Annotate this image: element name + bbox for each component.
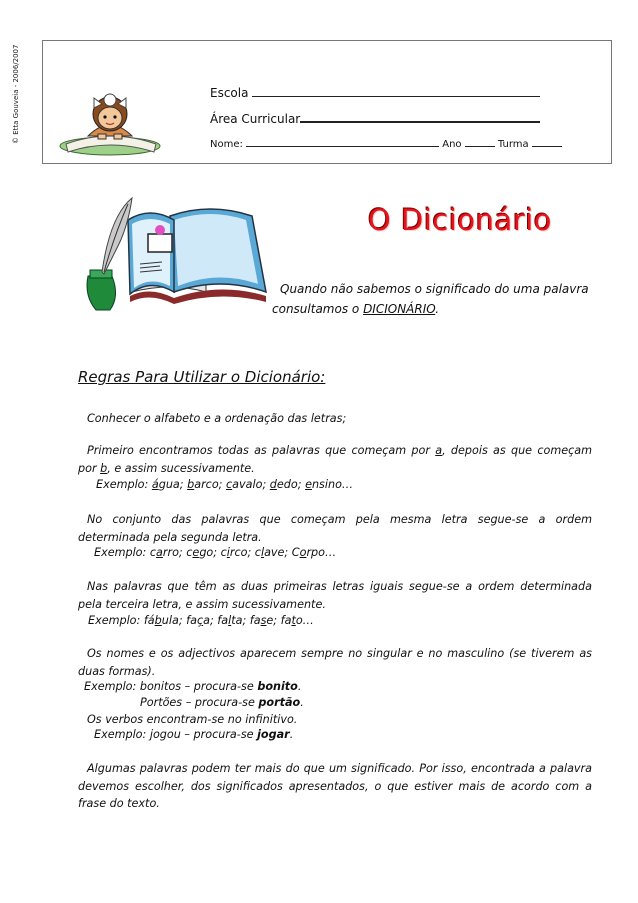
example-6: Exemplo: jogou – procura-se jogar. — [94, 728, 294, 741]
intro-line-2 — [272, 299, 589, 319]
rules-heading: Regras Para Utilizar o Dicionário: — [78, 368, 326, 386]
rule-5 — [78, 645, 592, 680]
area-curricular-field[interactable] — [300, 109, 540, 123]
rule-2-letter-b: b — [100, 461, 108, 475]
rule-5-text: Os nomes e os adjectivos aparecem sempre no singular e no masculino (se tiverem as duas formas). — [78, 647, 592, 678]
example-label: Exemplo: — [96, 478, 149, 491]
rule-2-text-a: Primeiro encontramos todas as palavras que começam por — [87, 444, 436, 457]
rule-2-text-c: , e assim sucessivamente. — [107, 461, 255, 475]
escola-label: Escola — [210, 86, 249, 100]
turma-label: Turma — [497, 139, 529, 150]
intro-line-1: Quando não sabemos o significado do uma palavra — [280, 282, 589, 296]
intro-line-2-suffix: . — [435, 302, 440, 316]
ano-label: Ano — [442, 139, 462, 150]
rule-3-text: No conjunto das palavras que começam pela mesma letra segue-se a ordem determinada pela segunda letra. — [78, 513, 592, 544]
nome-line — [210, 134, 562, 150]
example-5b: Portões – procura-se portão. — [140, 696, 304, 709]
nome-label: Nome: — [210, 139, 243, 150]
girl-reading-illustration — [58, 76, 164, 158]
nome-field[interactable] — [246, 134, 439, 147]
intro-line-2-prefix: consultamos o — [272, 302, 360, 316]
rule-2-letter-a: a — [435, 444, 443, 457]
copyright-text: © Etta Gouveia - 2006/2007 — [12, 44, 20, 144]
rule-6 — [78, 711, 592, 729]
dicionario-word: DICIONÁRIO — [363, 302, 436, 316]
rule-2 — [78, 442, 592, 477]
example-3: Exemplo: carro; cego; circo; clave; Corpo… — [94, 546, 337, 559]
rule-7-text: Algumas palavras podem ter mais do que um significado. Por isso, encontrada a palavra devemos escolher, dos significados apresentados, o que estiver mais de acordo com a frase do texto. — [78, 762, 592, 810]
rule-1-text: Conhecer o alfabeto e a ordenação das letras; — [87, 412, 347, 425]
area-curricular-line — [210, 109, 540, 126]
escola-field[interactable] — [252, 84, 540, 97]
copyright-sidebar — [4, 30, 28, 150]
example-label: Exemplo: — [88, 614, 141, 627]
page-title: O Dicionário — [368, 203, 553, 237]
rule-4-text: Nas palavras que têm as duas primeiras letras iguais segue-se a ordem determinada pela terceira letra, e assim sucessivamente. — [78, 580, 592, 611]
rule-4 — [78, 578, 592, 613]
escola-line — [210, 84, 540, 100]
rule-1 — [78, 410, 592, 428]
rule-6-text: Os verbos encontram-se no infinitivo. — [87, 713, 298, 726]
intro-text — [272, 279, 589, 319]
example-2: Exemplo: água; barco; cavalo; dedo; ensino… — [96, 478, 354, 491]
rule-3 — [78, 511, 592, 546]
rule-7 — [78, 760, 592, 813]
example-5a: Exemplo: bonitos – procura-se bonito. — [84, 680, 302, 693]
book-quill-illustration — [70, 196, 275, 320]
rule-2-text-b: , depois as que começam por — [78, 444, 593, 475]
area-curricular-label: Área Curricular — [210, 112, 301, 126]
example-4: Exemplo: fábula; faça; falta; fase; fato… — [88, 614, 314, 627]
turma-field[interactable] — [532, 134, 562, 147]
example-label: Exemplo: — [94, 546, 147, 559]
ano-field[interactable] — [465, 134, 495, 147]
